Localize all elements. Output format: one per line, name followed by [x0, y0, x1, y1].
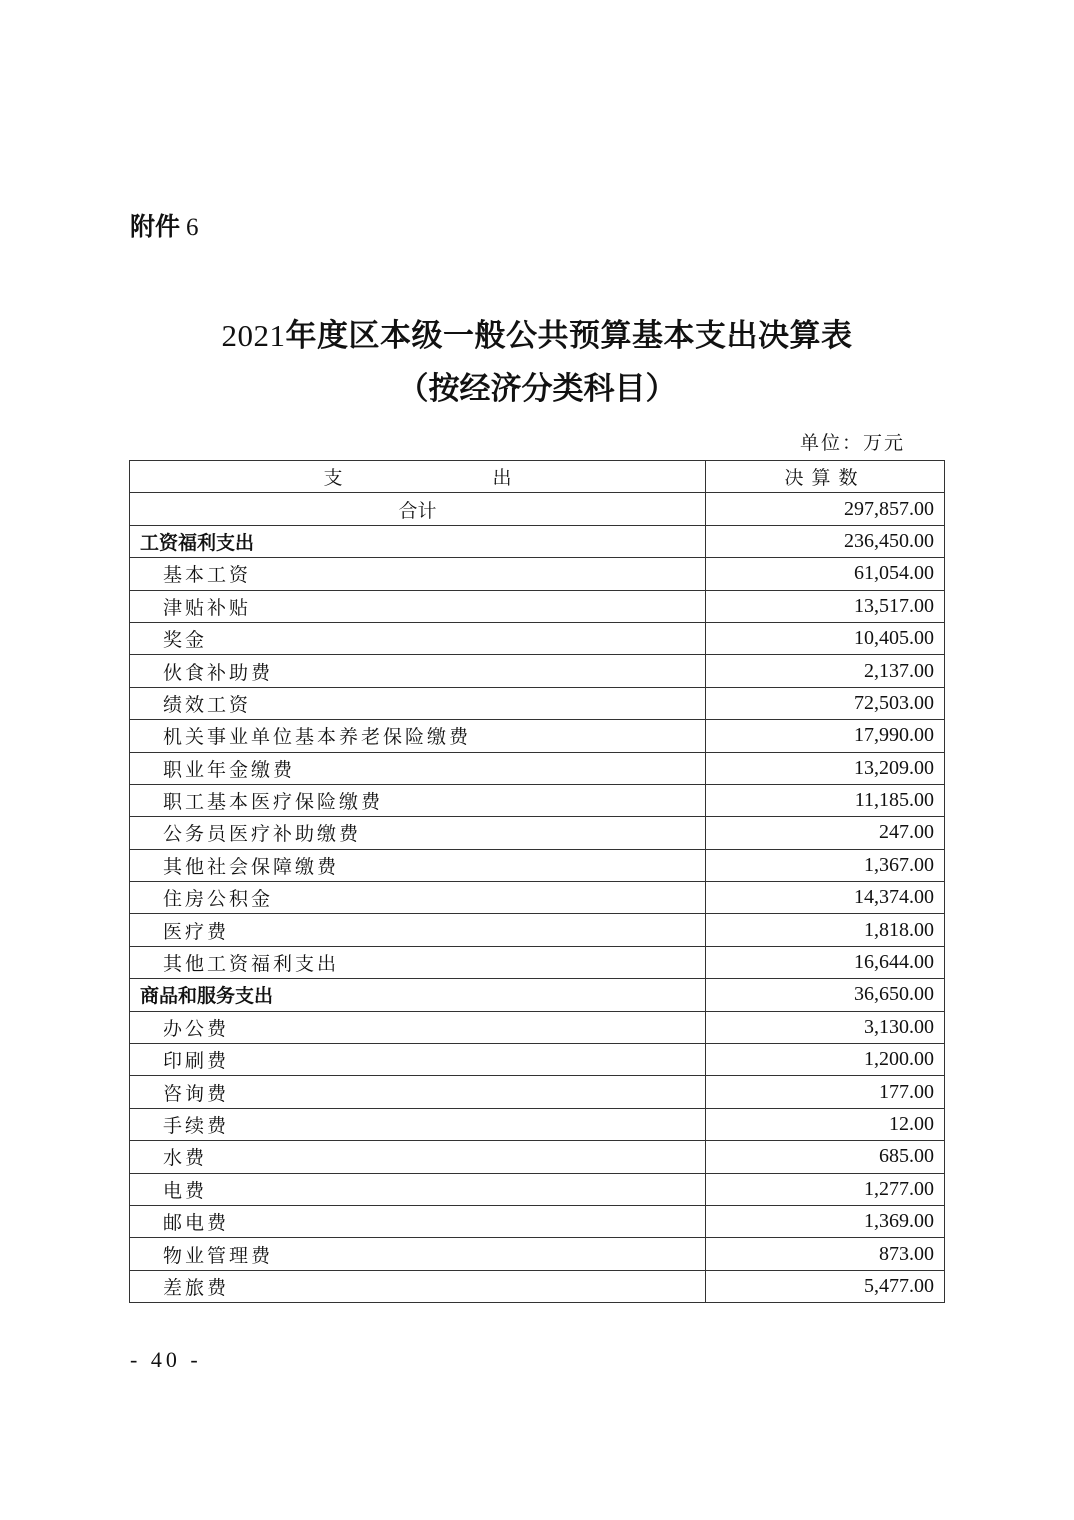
header-expenditure-a: 支: [323, 467, 343, 490]
row-name: 水费: [130, 1141, 706, 1173]
document-title: [0, 310, 1074, 355]
attachment-number: 6: [186, 214, 199, 241]
row-name: 伙食补助费: [130, 655, 706, 687]
row-name: 物业管理费: [130, 1238, 706, 1270]
row-name: 印刷费: [130, 1044, 706, 1076]
table-row: [130, 655, 945, 687]
row-name: 住房公积金: [130, 882, 706, 914]
row-name: 基本工资: [130, 558, 706, 590]
table-row: [130, 1238, 945, 1270]
row-name: 手续费: [130, 1108, 706, 1140]
row-name: 津贴补贴: [130, 590, 706, 622]
row-value: 236,450.00: [706, 525, 945, 557]
row-name: 医疗费: [130, 914, 706, 946]
attachment-text: 附件: [130, 212, 181, 241]
row-value: 1,818.00: [706, 914, 945, 946]
row-value: 1,277.00: [706, 1173, 945, 1205]
total-label: 合计: [130, 493, 706, 525]
row-name: 公务员医疗补助缴费: [130, 817, 706, 849]
row-value: 14,374.00: [706, 882, 945, 914]
table-row: [130, 622, 945, 654]
table-row: [130, 1173, 945, 1205]
row-value: 1,367.00: [706, 849, 945, 881]
row-value: 1,369.00: [706, 1205, 945, 1237]
title-year: 2021: [221, 318, 286, 353]
table-row: [130, 1141, 945, 1173]
page-number: - 40 -: [130, 1347, 202, 1372]
row-value: 13,517.00: [706, 590, 945, 622]
document-subtitle: （按经济分类科目）: [397, 371, 677, 407]
row-value: 3,130.00: [706, 1011, 945, 1043]
table-row: [130, 784, 945, 816]
row-value: 17,990.00: [706, 720, 945, 752]
table-row: [130, 914, 945, 946]
table-row: [130, 1044, 945, 1076]
table-row: [130, 590, 945, 622]
budget-table: [129, 460, 945, 1303]
header-expenditure: [130, 461, 706, 493]
table-row: [130, 558, 945, 590]
table-row: [130, 687, 945, 719]
table-row: [130, 946, 945, 978]
row-value: 72,503.00: [706, 687, 945, 719]
table-row: [130, 1011, 945, 1043]
total-row: [130, 493, 945, 525]
row-name: 奖金: [130, 622, 706, 654]
row-value: 36,650.00: [706, 979, 945, 1011]
row-value: 11,185.00: [706, 784, 945, 816]
row-value: 177.00: [706, 1076, 945, 1108]
row-name: 职工基本医疗保险缴费: [130, 784, 706, 816]
table-header-row: [130, 461, 945, 493]
row-name: 咨询费: [130, 1076, 706, 1108]
row-value: 10,405.00: [706, 622, 945, 654]
table-row: [130, 1270, 945, 1302]
row-name: 商品和服务支出: [130, 979, 706, 1011]
total-value: 297,857.00: [706, 493, 945, 525]
unit-label: 单位：万元: [800, 432, 906, 454]
row-value: 12.00: [706, 1108, 945, 1140]
header-expenditure-b: 出: [492, 467, 512, 490]
table-row: [130, 1205, 945, 1237]
row-value: 2,137.00: [706, 655, 945, 687]
row-name: 办公费: [130, 1011, 706, 1043]
row-value: 685.00: [706, 1141, 945, 1173]
table-row: [130, 849, 945, 881]
category-row: [130, 525, 945, 557]
row-name: 机关事业单位基本养老保险缴费: [130, 720, 706, 752]
row-name: 职业年金缴费: [130, 752, 706, 784]
row-name: 差旅费: [130, 1270, 706, 1302]
row-value: 5,477.00: [706, 1270, 945, 1302]
row-name: 绩效工资: [130, 687, 706, 719]
header-final-amount: 决算数: [706, 461, 945, 493]
table-row: [130, 1076, 945, 1108]
title-text: 年度区本级一般公共预算基本支出决算表: [285, 318, 853, 354]
row-name: 工资福利支出: [130, 525, 706, 557]
row-value: 247.00: [706, 817, 945, 849]
category-row: [130, 979, 945, 1011]
row-value: 873.00: [706, 1238, 945, 1270]
table-row: [130, 752, 945, 784]
attachment-label: [130, 207, 199, 243]
row-value: 16,644.00: [706, 946, 945, 978]
table-row: [130, 817, 945, 849]
row-value: 61,054.00: [706, 558, 945, 590]
row-name: 邮电费: [130, 1205, 706, 1237]
row-value: 1,200.00: [706, 1044, 945, 1076]
table-row: [130, 720, 945, 752]
row-name: 其他工资福利支出: [130, 946, 706, 978]
row-name: 电费: [130, 1173, 706, 1205]
row-value: 13,209.00: [706, 752, 945, 784]
row-name: 其他社会保障缴费: [130, 849, 706, 881]
table-row: [130, 882, 945, 914]
table-row: [130, 1108, 945, 1140]
